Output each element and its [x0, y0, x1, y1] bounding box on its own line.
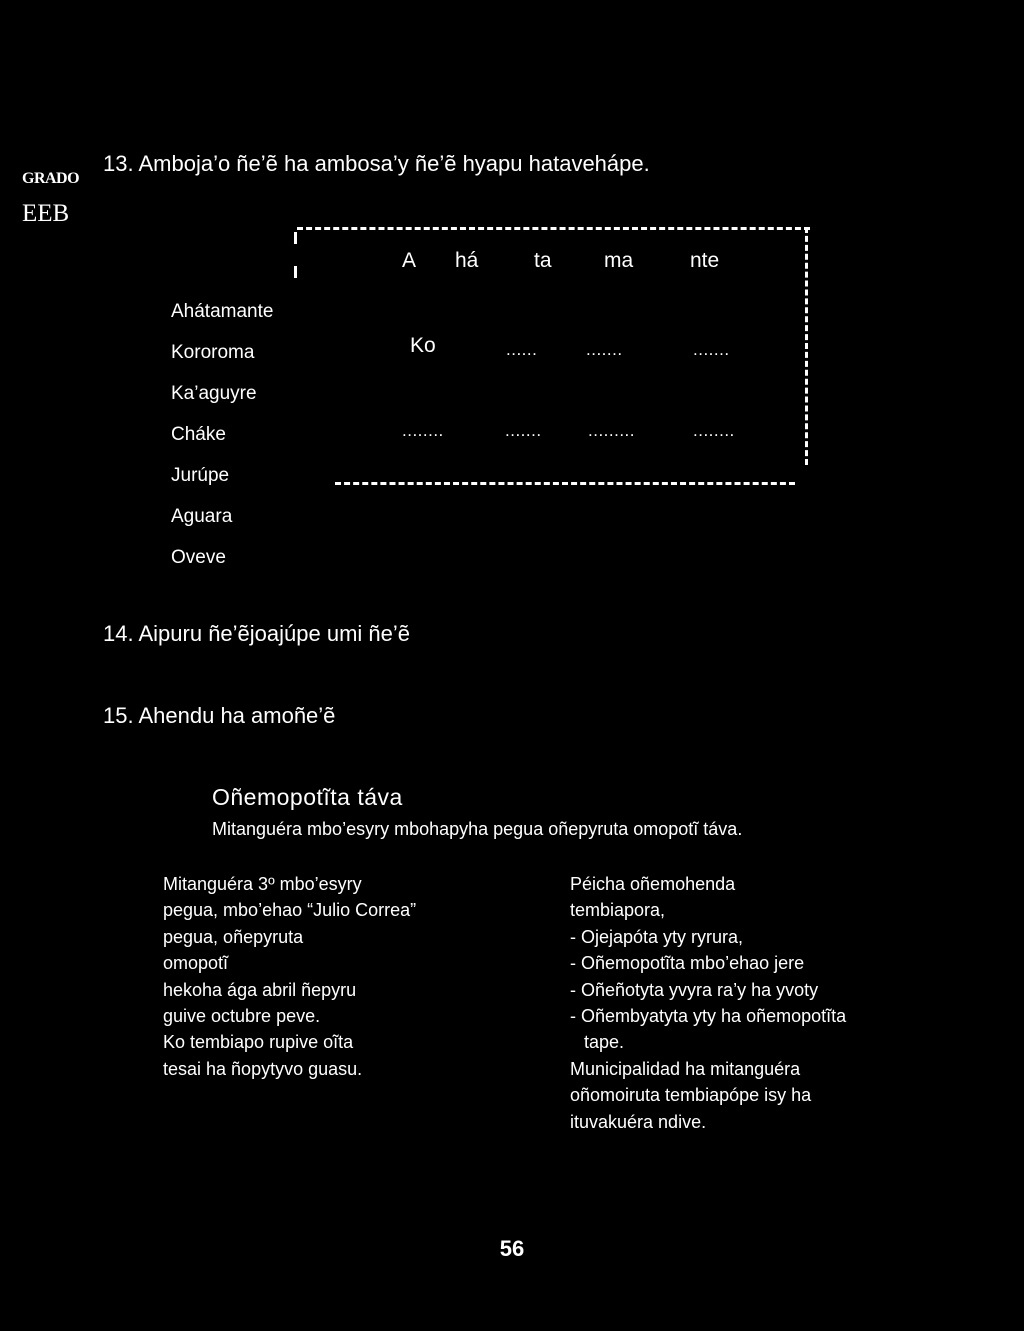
reading-right-column: [570, 871, 930, 1135]
fill-in-blank[interactable]: ......: [506, 340, 538, 359]
fill-in-blank[interactable]: .......: [505, 421, 542, 440]
text-line: Mitanguéra 3º mbo’esyry: [163, 874, 362, 894]
text-line: tesai ha ñopytyvo guasu.: [163, 1058, 363, 1079]
text-line: tape.: [584, 1032, 625, 1053]
text-line: tembiapora,: [570, 900, 666, 921]
text-line: - Ojejapóta yty ryrura,: [570, 926, 744, 947]
syllable-box-left-mark: [294, 266, 297, 278]
syllable-box-right-border: [805, 227, 808, 465]
word-list-item: Ka’aguyre: [171, 383, 257, 404]
syllable-box-bottom-border: [335, 482, 795, 485]
question-13: 13. Amboja’o ñe’ẽ ha ambosa’y ñe’ẽ hyapu hatavehápe.: [103, 151, 650, 176]
word-list-item: Ahátamante: [171, 301, 274, 322]
text-line: Péicha oñemohenda: [570, 874, 736, 894]
word-list-item: Aguara: [171, 506, 233, 527]
fill-in-blank[interactable]: .......: [693, 340, 730, 359]
fill-in-blank[interactable]: ........: [693, 421, 735, 440]
example-syllable: ta: [534, 249, 552, 272]
page-number: 56: [499, 1236, 525, 1261]
fill-in-blank[interactable]: ........: [402, 421, 444, 440]
word-list-item: Oveve: [171, 547, 226, 568]
text-line: Municipalidad ha mitanguéra: [570, 1058, 801, 1079]
text-line: Ko tembiapo rupive oĩta: [163, 1032, 354, 1053]
word-list-item: Kororoma: [171, 342, 255, 363]
question-15: 15. Ahendu ha amoñe’ẽ: [103, 703, 336, 728]
example-syllable: há: [455, 249, 479, 272]
grade-label: GRADO: [22, 170, 80, 187]
example-syllable: A: [402, 249, 417, 272]
text-line: guive octubre peve.: [163, 1006, 321, 1027]
question-14: 14. Aipuru ñe’ẽjoajúpe umi ñe’ẽ: [103, 621, 411, 646]
fill-in-blank[interactable]: .........: [588, 421, 636, 440]
example-syllable: nte: [690, 249, 720, 272]
text-line: oñomoiruta tembiapópe isy ha: [570, 1085, 812, 1106]
text-line: - Oñeñotyta yvyra ra’y ha yvoty: [570, 979, 819, 1000]
text-line: - Oñemopotĩta mbo’ehao jere: [570, 953, 805, 974]
level-label: EEB: [22, 200, 70, 227]
word-list-item: Jurúpe: [171, 465, 230, 486]
text-line: pegua, oñepyruta: [163, 926, 304, 947]
text-line: hekoha ága abril ñepyru: [163, 979, 357, 1000]
row-start-syllable: Ko: [410, 334, 436, 357]
word-list-item: Cháke: [171, 424, 226, 445]
reading-left-column: [163, 871, 493, 1082]
text-line: ituvakuéra ndive.: [570, 1111, 707, 1132]
reading-title: Oñemopotĩta táva: [212, 784, 403, 810]
reading-subtitle: Mitanguéra mbo’esyry mbohapyha pegua oñepyruta omopotĩ táva.: [212, 819, 743, 839]
fill-in-blank[interactable]: .......: [586, 340, 623, 359]
text-line: - Oñembyatyta yty ha oñemopotĩta: [570, 1006, 847, 1027]
syllable-box-top-border: [297, 227, 810, 230]
text-line: pegua, mbo’ehao “Julio Correa”: [163, 900, 417, 921]
text-line: omopotĩ: [163, 953, 229, 974]
example-syllable: ma: [604, 249, 634, 272]
syllable-box-left-mark: [294, 232, 297, 244]
